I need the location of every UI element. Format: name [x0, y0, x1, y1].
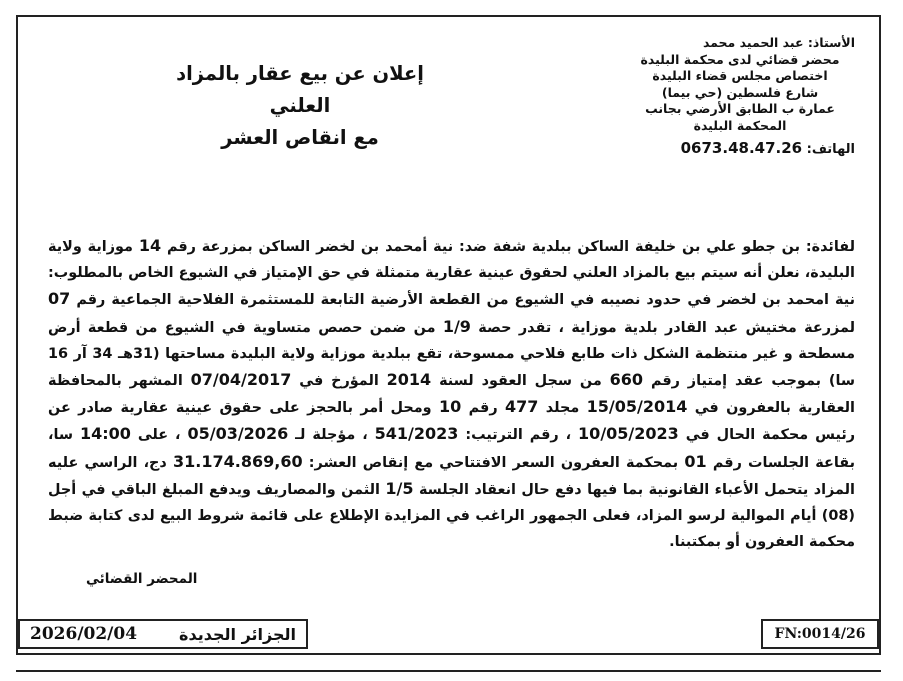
body-number: 05/03/2026	[187, 424, 289, 444]
body-text: من سجل العقود لسنة	[439, 373, 602, 390]
body-text: رقم	[468, 400, 498, 417]
body-text: مجلد	[545, 400, 580, 417]
phone-label: الهاتف:	[806, 142, 855, 157]
issuer-jurisdiction: اختصاص مجلس قضاء البليدة	[652, 68, 828, 83]
body-number: 14	[138, 236, 162, 255]
body-number: 07	[48, 289, 71, 309]
issuer-street: شارع فلسطين (حي بيما)	[661, 84, 819, 100]
body-text: ومحل أمر بالحجز على حقوق عينية عقارية صادر عن رئيس محكمة الحال في	[48, 400, 856, 444]
body-number: 10	[438, 397, 462, 417]
issuer-role: محضر قضائي لدى محكمة البليدة	[640, 51, 840, 67]
phone-number: 0673.48.47.26	[680, 139, 803, 157]
newspaper-box	[18, 619, 308, 649]
notice-title	[150, 58, 450, 154]
issuer-block	[625, 35, 855, 159]
title-line-1: إعلان عن بيع عقار بالمزاد العلني	[176, 62, 424, 117]
body-number: 07/04/2017	[190, 370, 292, 390]
body-text: الثمن والمصاريف ويدفع المبلغ الباقي في أجل (08) أيام الموالية لرسو المزاد، فعلى الجمهور الراغب في المزايدة الإطلاع على قائمة شروط البيع لدى كتابة ضبط محكمة العفرون أو بمكتبنا.	[48, 481, 855, 551]
body-text: من ضمن حصص متساوية في الشيوع من قطعة أرض مسطحة و غير منتظمة الشكل ذات طابع فلاحي ممسوحة، تقع ببلدية موزاية ولاية البليدة مساحتها (31هـ 34 آر 16 سا) بموجب عقد إمتياز رقم	[48, 319, 855, 390]
body-text: بمحكمة العفرون السعر الافتتاحي مع إنقاص العشر:	[308, 454, 679, 471]
fn-reference: FN:0014/26	[761, 619, 879, 649]
body-number: 14:00	[79, 424, 131, 444]
body-text: موزاية ولاية البليدة، نعلن أنه سيتم بيع بالمزاد العلني لحقوق عينية عقارية متمثلة في حق الإمتياز في الشيوع الخاص بالمطلوب: نية امحمد بن لخضر في حدود نصيبه في الشيوع من القطعة الأرضية التابعة للمستثمرة الفلاحية الجماعية رقم	[48, 239, 855, 309]
issuer-phone	[625, 140, 855, 159]
body-number: 31.174.869,60	[173, 451, 303, 471]
body-text: المشهر بالمحافظة العقارية بالعفرون في	[48, 373, 855, 417]
body-text: لفائدة: بن جطو علي بن خليفة الساكن ببلدية شفة ضد: نية أمحمد بن لخضر الساكن بمزرعة رقم	[166, 239, 855, 255]
newspaper-name: الجزائر الجديدة	[179, 624, 296, 644]
body-number: 660	[609, 370, 644, 390]
issuer-building: عمارة ب الطابق الأرضي بجانب المحكمة البليدة	[645, 101, 835, 133]
publication-date: 2026/02/04	[30, 624, 138, 644]
body-text: المؤرخ في	[299, 373, 379, 390]
body-number: 10/05/2023	[578, 424, 679, 444]
body-text: لمزرعة مختيش عبد القادر بلدية موزاية ، تقدر حصة	[478, 319, 855, 336]
body-number: 477	[504, 397, 539, 417]
body-number: 15/05/2014	[586, 397, 688, 417]
body-number: 1/9	[442, 316, 471, 336]
body-text: سا، بقاعة الجلسات رقم	[48, 427, 856, 471]
notice-body	[48, 233, 855, 555]
body-number: 1/5	[385, 478, 414, 498]
title-line-2: مع انقاص العشر	[221, 126, 379, 149]
body-text: ، على	[137, 427, 181, 444]
body-number: 2014	[386, 370, 432, 390]
body-number: 01	[684, 451, 707, 471]
issuer-name: الأستاذ: عبد الحميد محمد	[702, 35, 855, 50]
signature-label: المحضر القضائي	[86, 571, 198, 587]
body-text: ، مؤجلة لـ	[295, 427, 368, 444]
body-number: 541/2023	[374, 424, 459, 444]
body-text: ، رقم الترتيب:	[465, 427, 572, 444]
body-text: دج، الراسي عليه المزاد يتحمل الأعباء القانونية بما فيها دفع حال انعقاد الجلسة	[48, 454, 855, 498]
bottom-divider	[16, 670, 881, 672]
